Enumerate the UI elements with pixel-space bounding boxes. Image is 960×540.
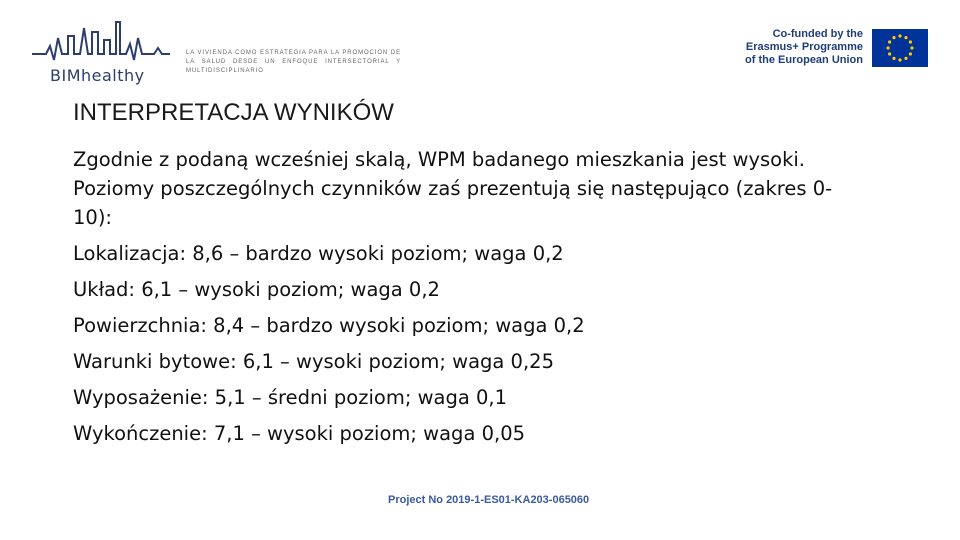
tagline: LA VIVIENDA COMO ESTRATEGIA PARA LA PROMOCION DE LA SALUD DESDE UN ENFOQUE INTERSECTORIAL Y MULTIDISCIPLINARIO bbox=[186, 50, 401, 74]
star-icon bbox=[888, 40, 891, 43]
eu-cofunding-badge bbox=[740, 25, 928, 69]
star-icon bbox=[892, 36, 895, 39]
slide-title: INTERPRETACJA WYNIKÓW bbox=[73, 99, 394, 126]
factor-item: Warunki bytowe: 6,1 – wysoki poziom; waga 0,25 bbox=[73, 350, 554, 373]
star-icon bbox=[904, 36, 907, 39]
city-heartbeat-icon bbox=[32, 18, 172, 68]
star-icon bbox=[898, 58, 901, 61]
slide-body bbox=[73, 145, 853, 448]
factor-list bbox=[73, 239, 853, 448]
bimhealthy-logo bbox=[32, 18, 172, 86]
eu-flag-icon bbox=[872, 29, 928, 67]
star-icon bbox=[910, 46, 913, 49]
star-icon bbox=[888, 52, 891, 55]
star-icon bbox=[909, 40, 912, 43]
star-icon bbox=[892, 57, 895, 60]
logo-text: BIMhealthy bbox=[50, 66, 145, 85]
factor-item: Lokalizacja: 8,6 – bardzo wysoki poziom; waga 0,2 bbox=[73, 242, 564, 265]
factor-item: Wyposażenie: 5,1 – średni poziom; waga 0,1 bbox=[73, 386, 508, 409]
eu-text: Co-funded by the Erasmus+ Programme of the European Union bbox=[745, 28, 863, 66]
factor-item: Wykończenie: 7,1 – wysoki poziom; waga 0,05 bbox=[73, 422, 526, 445]
factor-item: Powierzchnia: 8,4 – bardzo wysoki poziom; waga 0,2 bbox=[73, 314, 585, 337]
star-icon bbox=[898, 34, 901, 37]
star-icon bbox=[904, 57, 907, 60]
project-number: Project No 2019-1-ES01-KA203-065060 bbox=[388, 494, 590, 506]
star-icon bbox=[886, 46, 889, 49]
factor-item: Układ: 6,1 – wysoki poziom; waga 0,2 bbox=[73, 278, 440, 301]
star-icon bbox=[909, 52, 912, 55]
intro-paragraph: Zgodnie z podaną wcześniej skalą, WPM badanego mieszkania jest wysoki. Poziomy poszczególnych czynników zaś prezentują się następująco (zakres 0-10): bbox=[73, 148, 833, 229]
